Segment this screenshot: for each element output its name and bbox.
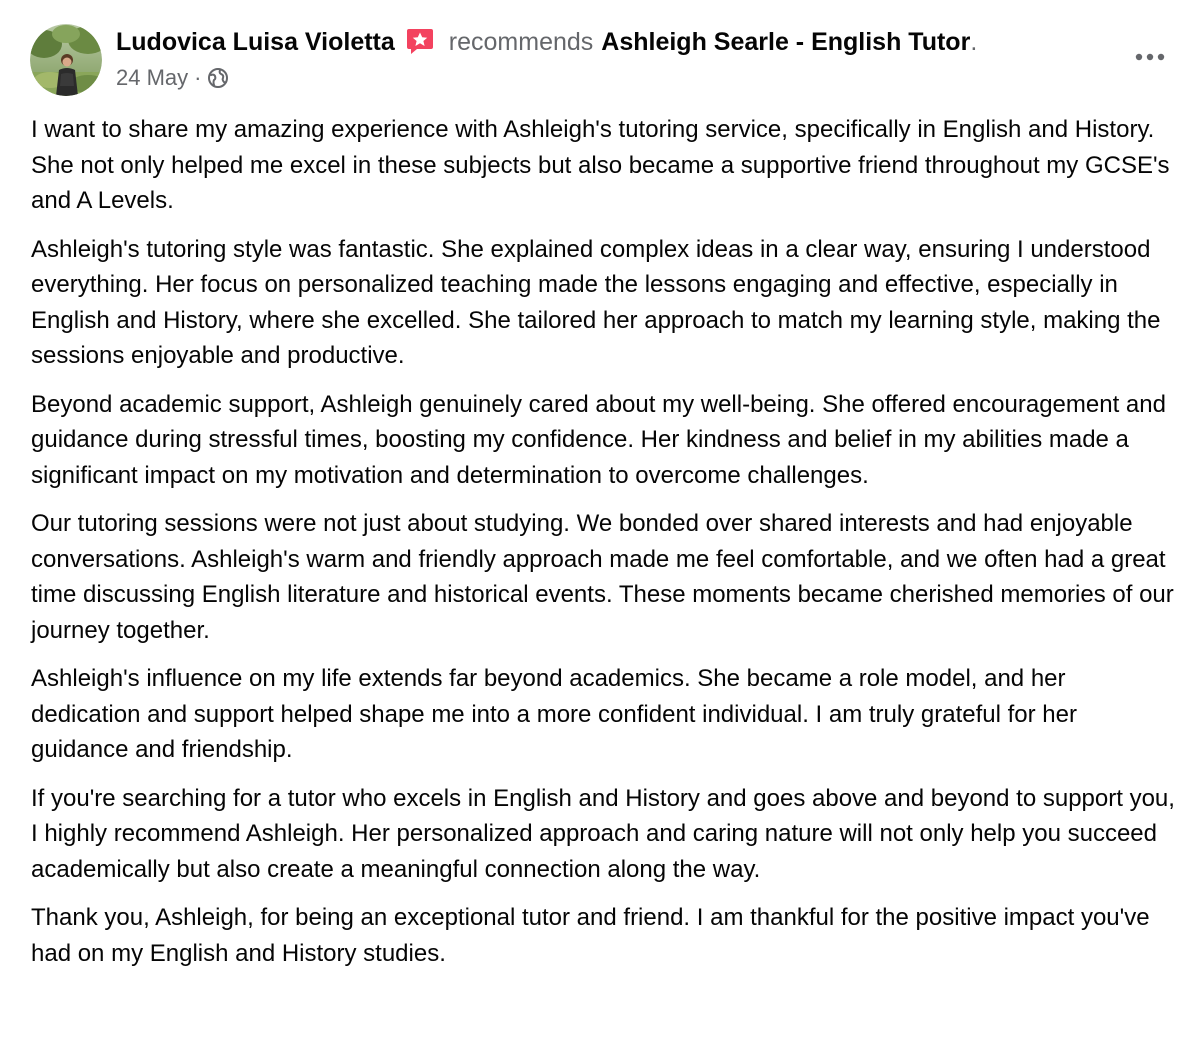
- recommendation-icon: [405, 27, 435, 55]
- post-paragraph: I want to share my amazing experience with Ashleigh's tutoring service, specifically in English and History. She not only helped me excel in these subjects but also became a supportive friend throughout my GCSE's and A Levels.: [31, 116, 1170, 214]
- post-body: [31, 112, 1181, 984]
- post-header-text: [116, 22, 1116, 94]
- post-header: [30, 22, 1170, 102]
- more-options-button[interactable]: [1130, 42, 1170, 72]
- author-name-link[interactable]: Ludovica Luisa Violetta: [116, 28, 395, 56]
- post-date-link[interactable]: 24 May: [116, 65, 189, 90]
- post-paragraph: Beyond academic support, Ashleigh genuinely cared about my well-being. She offered encouragement and guidance during stressful times, boosting my confidence. Her kindness and belief in my abilities made a significant impact on my motivation and determination to overcome challenges.: [31, 390, 1166, 489]
- recommended-page-link[interactable]: Ashleigh Searle - English Tutor: [601, 28, 971, 56]
- recommends-label: recommends: [448, 28, 594, 56]
- meta-separator: ·: [194, 65, 202, 90]
- post-paragraph: If you're searching for a tutor who excels in English and History and goes above and beyond to support you, I highly recommend Ashleigh. Her personalized approach and caring nature will not only help you succeed academically but also create a meaningful connection along the way.: [31, 784, 1175, 883]
- post-paragraph: Ashleigh's influence on my life extends far beyond academics. She became a role model, and her dedication and support helped shape me into a more confident individual. I am truly grateful for her guidance and friendship.: [31, 665, 1077, 763]
- avatar[interactable]: [30, 24, 102, 96]
- post-paragraph: Our tutoring sessions were not just about studying. We bonded over shared interests and had enjoyable conversations. Ashleigh's warm and friendly approach made me feel comfortable, and we often had a great time discussing English literature and historical events. These moments became cherished memories of our journey together.: [31, 510, 1174, 644]
- headline-period: .: [970, 28, 978, 56]
- more-options-icon: [1134, 52, 1166, 62]
- post-paragraph: Ashleigh's tutoring style was fantastic. She explained complex ideas in a clear way, ensuring I understood everything. Her focus on personalized teaching made the lessons engaging and effective, especially in English and History, where she excelled. She tailored her approach to match my learning style, making the sessions enjoyable and productive.: [31, 235, 1161, 369]
- post-meta: [116, 62, 1116, 94]
- post-headline: [116, 22, 1116, 62]
- post-paragraph: Thank you, Ashleigh, for being an exceptional tutor and friend. I am thankful for the positive impact you've had on my English and History studies.: [31, 904, 1150, 967]
- globe-icon[interactable]: [207, 67, 229, 89]
